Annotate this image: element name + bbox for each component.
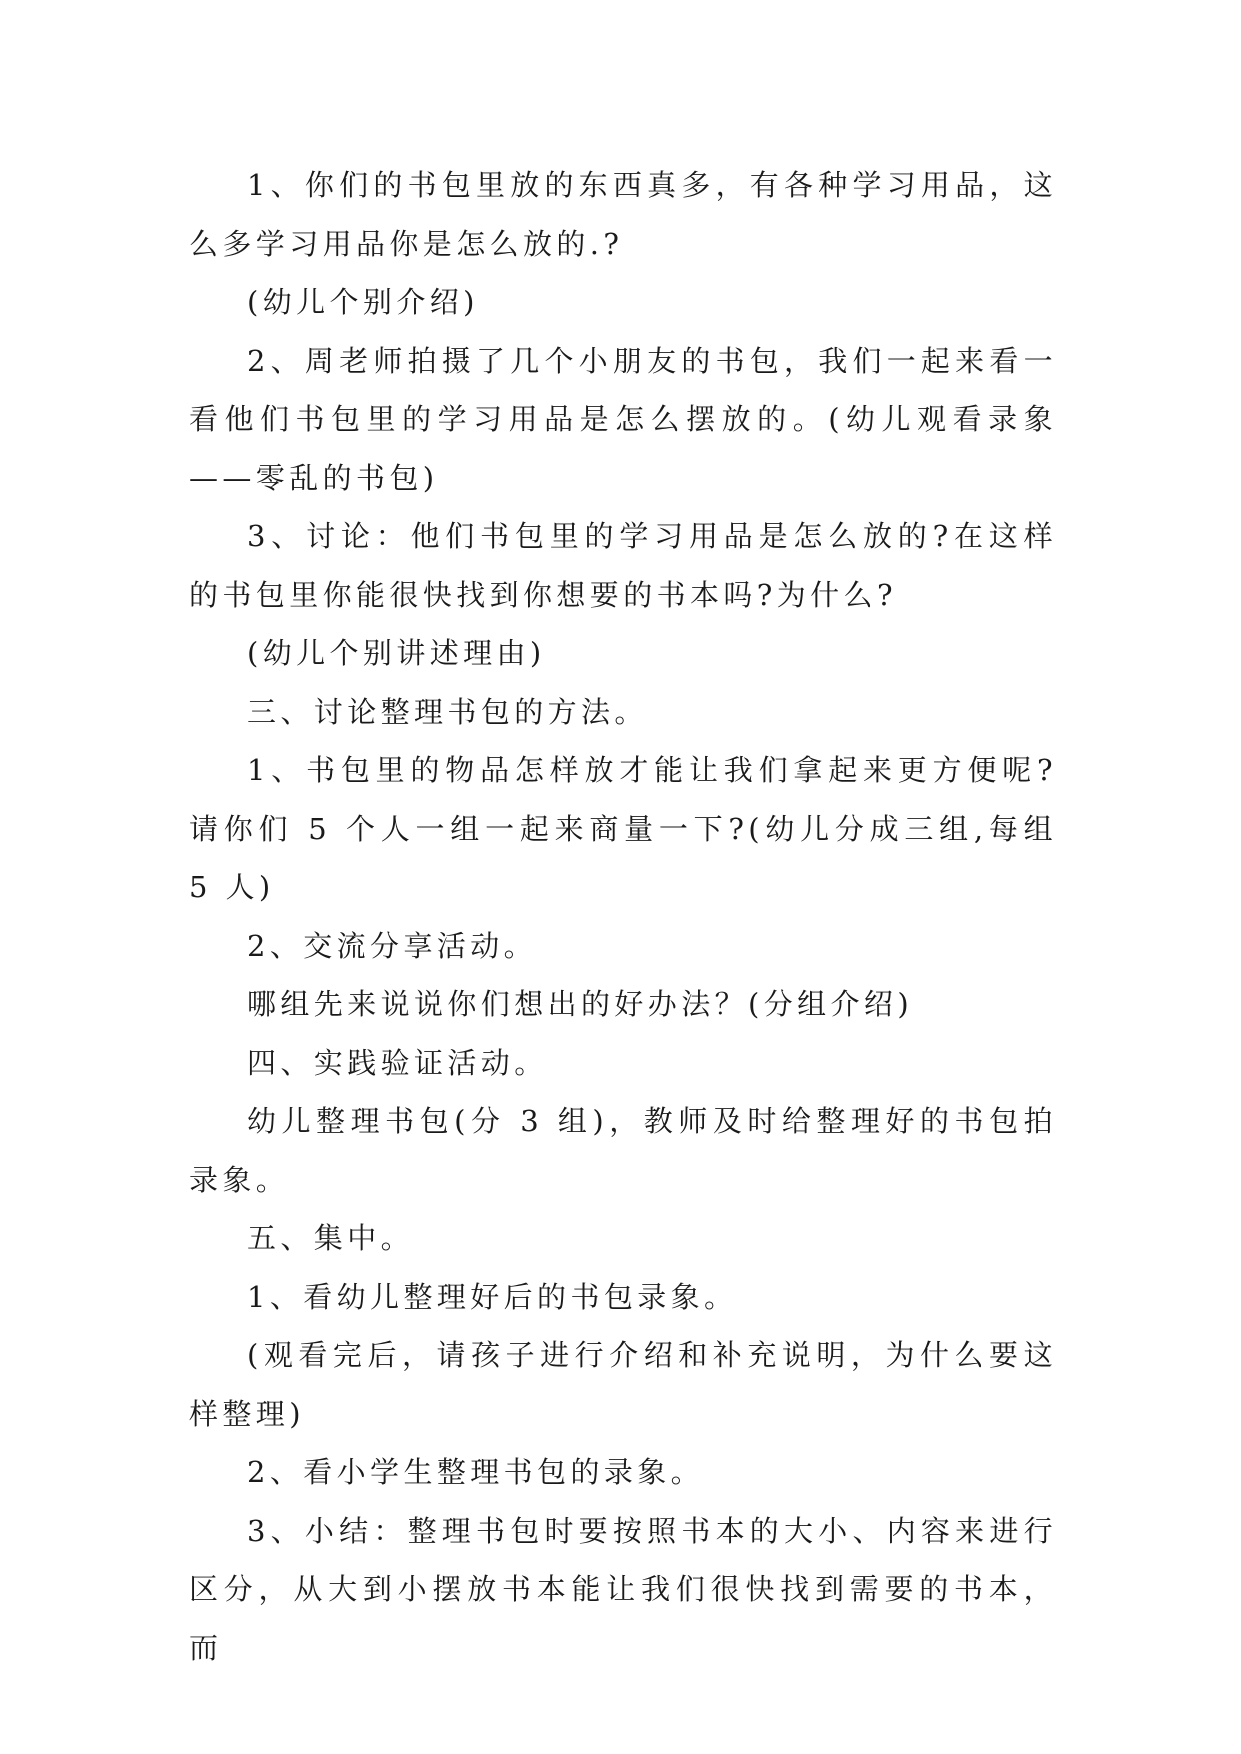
paragraph: 1、你们的书包里放的东西真多，有各种学习用品，这么多学习用品你是怎么放的.? bbox=[189, 168, 1057, 261]
paragraph: 3、小结：整理书包时要按照书本的大小、内容来进行区分，从大到小摆放书本能让我们很快找到需要的书本，而 bbox=[189, 1513, 1057, 1665]
paragraph: 3、讨论：他们书包里的学习用品是怎么放的?在这样的书包里你能很快找到你想要的书本吗?为什么? bbox=[189, 519, 1057, 612]
paragraph: 1、书包里的物品怎样放才能让我们拿起来更方便呢?请你们 5 个人一组一起来商量一下?(幼儿分成三组,每组 5 人) bbox=[189, 753, 1057, 904]
paragraph: 2、看小学生整理书包的录象。 bbox=[247, 1455, 705, 1489]
section-heading: 三、讨论整理书包的方法。 bbox=[247, 694, 648, 729]
paragraph: (幼儿个别讲述理由) bbox=[247, 636, 546, 670]
paragraph: 幼儿整理书包(分 3 组)，教师及时给整理好的书包拍录象。 bbox=[189, 1104, 1057, 1197]
paragraph: 1、看幼儿整理好后的书包录象。 bbox=[247, 1279, 738, 1314]
section-heading: 四、实践验证活动。 bbox=[247, 1045, 548, 1080]
paragraph: (观看完后，请孩子进行介绍和补充说明，为什么要这样整理) bbox=[189, 1338, 1057, 1431]
section-heading: 五、集中。 bbox=[247, 1221, 415, 1255]
paragraph: 哪组先来说说你们想出的好办法？(分组介绍) bbox=[247, 987, 914, 1021]
paragraph: (幼儿个别介绍) bbox=[247, 285, 479, 319]
paragraph: 2、交流分享活动。 bbox=[247, 928, 538, 963]
paragraph: 2、周老师拍摄了几个小朋友的书包，我们一起来看一看他们书包里的学习用品是怎么摆放的。(幼儿观看录象——零乱的书包) bbox=[189, 343, 1057, 495]
document-body bbox=[189, 156, 1057, 1677]
